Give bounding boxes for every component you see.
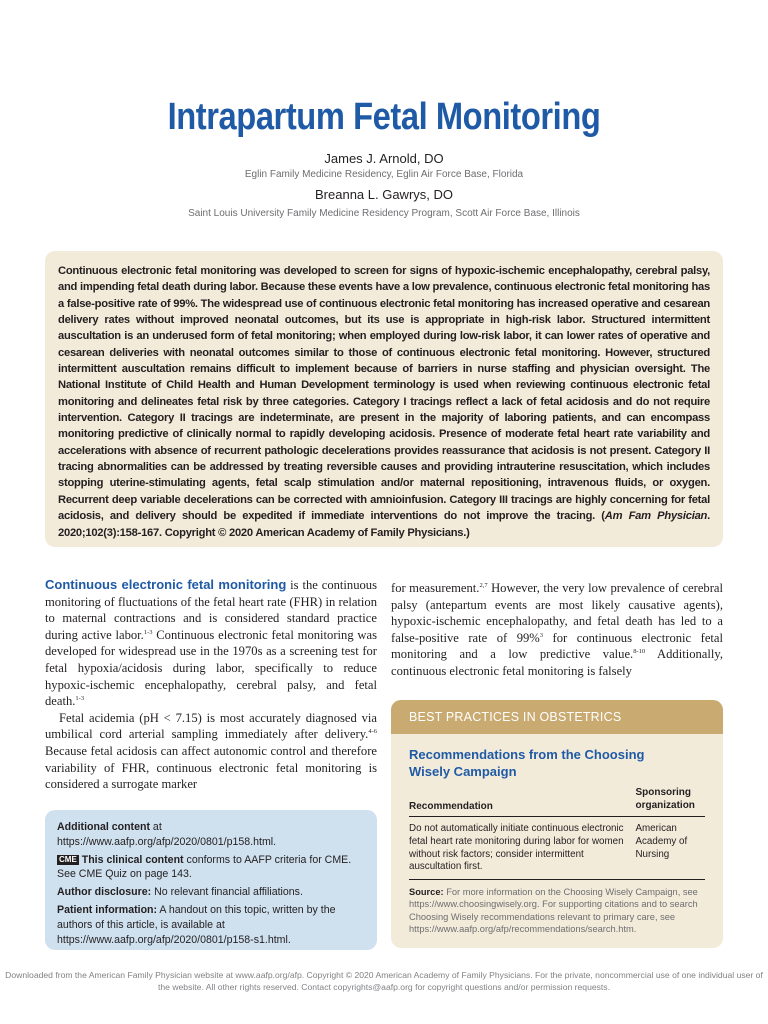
- body-text: However, the very low prevalence of cerebral palsy (antepartum events are most likely causative agents), hypoxic-ischemic encephalopathy, and fetal death has led to a false-positive rate of 99%: [391, 581, 724, 645]
- patient-information: [57, 903, 365, 947]
- body-text: Because fetal acidosis can affect autonomic control and therefore variability of FHR, continuous electronic fetal monitoring is considered a surrogate marker: [45, 743, 377, 792]
- abstract-citation: . 2020;102(3):158-167. Copyright © 2020 American Academy of Family Physicians.): [58, 510, 710, 539]
- body-paragraph-3: [391, 580, 723, 680]
- body-column-right: [391, 580, 723, 680]
- body-text: Continuous electronic fetal monitoring was developed for widespread use in the 1970s as a screening test for fetal hypoxia/acidosis during labor, specifically to reduce hypoxic-ischemic encephalopathy, cerebral palsy, and fetal death.: [45, 627, 377, 709]
- reference-superscript: 3: [539, 631, 544, 639]
- table-header-row: [409, 786, 705, 817]
- body-paragraph-1: [45, 577, 377, 710]
- abstract-body: Continuous electronic fetal monitoring was developed to screen for signs of hypoxic-ischemic encephalopathy, cerebral palsy, and impending fetal death during labor. Because these events have a low prevalence, continuous electronic fetal monitoring has a false-positive rate of 99%. The widespread use of continuous electronic fetal monitoring has increased operative and cesarean delivery rates without improved neonatal outcomes, but its use is appropriate in high-risk labor. Structured intermittent auscultation is an underused form of fetal monitoring; when employed during low-risk labor, it can lower rates of operative and cesarean deliveries with neonatal outcomes similar to those of continuous electronic fetal monitoring. However, structured intermittent auscultation remains difficult to implement because of barriers in nurse staffing and physician oversight. The National Institute of Child Health and Human Development terminology is used when reviewing continuous electronic fetal monitoring and delineates fetal risk by three categories. Category I tracings reflect a lack of fetal acidosis and do not require intervention. Category II tracings are indeterminate, are present in the majority of laboring patients, and can encompass monitoring predictive of clinically normal to rapidly developing acidosis. Presence of moderate fetal heart rate variability and accelerations with absence of recurrent pathologic decelerations provides reassurance that acidosis is not present. Category II tracing abnormalities can be addressed by treating reversible causes and providing intrauterine resuscitation, which includes stopping uterine-stimulating agents, fetal scalp stimulation and/or maternal repositioning, intravenous fluids, or oxygen. Recurrent deep variable decelerations can be corrected with amnioinfusion. Category III tracings are highly concerning for fetal acidosis, and delivery should be expedited if immediate interventions do not improve the tracing. (: [58, 265, 710, 523]
- patient-info-label: Patient information:: [57, 903, 158, 916]
- cme-text: conforms to AAFP criteria for CME. See CME Quiz on page 143.: [57, 853, 352, 881]
- reference-superscript: 8-10: [633, 648, 646, 656]
- patient-info-text[interactable]: A handout on this topic, written by the authors of this article, is available at https://www.aafp.org/afp/2020/0801/p158-s1.html.: [57, 903, 336, 946]
- best-practices-title: Recommendations from the Choosing Wisely Campaign: [409, 747, 645, 779]
- author-name-2: Breanna L. Gawrys, DO: [315, 187, 453, 202]
- article-title: Intrapartum Fetal Monitoring: [167, 96, 601, 138]
- best-practices-source: [409, 886, 705, 935]
- author-name-1: James J. Arnold, DO: [324, 151, 444, 166]
- abstract-text: [58, 263, 710, 541]
- reference-superscript: 4-6: [368, 728, 377, 736]
- additional-content-label: Additional content: [57, 821, 150, 833]
- body-text: for measurement.: [391, 581, 480, 595]
- lead-in: Continuous electronic fetal monitoring: [45, 577, 287, 592]
- body-column-left: [45, 577, 377, 793]
- reference-superscript: 1-3: [75, 694, 85, 702]
- cme-note: [57, 853, 365, 883]
- disclosure-text: No relevant financial affiliations.: [151, 886, 303, 899]
- additional-content: [57, 820, 365, 850]
- sponsor-cell: American Academy of Nursing: [635, 823, 688, 860]
- author-affiliation-2: Saint Louis University Family Medicine Residency Program, Scott Air Force Base, Illinois: [188, 208, 580, 219]
- best-practices-header: BEST PRACTICES IN OBSTETRICS: [391, 700, 723, 734]
- disclosure-label: Author disclosure:: [57, 886, 152, 899]
- abstract-box: [45, 251, 723, 547]
- body-text: is the continuous monitoring of fluctuations of the fetal heart rate (FHR) in relation to maternal contractions and is considered standard practice during active labor.: [45, 578, 377, 642]
- table-row: [409, 817, 705, 880]
- body-text: for continuous electronic fetal monitoring and a low predictive value.: [391, 630, 724, 662]
- reference-superscript: 2,7: [479, 581, 488, 589]
- cme-badge-icon: CME: [59, 854, 77, 864]
- column-header-sponsor: Sponsoring organization: [635, 787, 695, 811]
- abstract-journal: Am Fam Physician: [604, 510, 708, 523]
- author-disclosure: [57, 885, 365, 900]
- body-text: Fetal acidemia (pH < 7.15) is most accurately diagnosed via umbilical cord arterial sampling immediately after delivery.: [45, 710, 377, 742]
- recommendation-cell: Do not automatically initiate continuous electronic fetal heart rate monitoring during labor for women without risk factors; consider intermittent auscultation first.: [409, 823, 624, 873]
- cme-label: This clinical content: [81, 853, 184, 866]
- copyright-footer: Downloaded from the American Family Physician website at www.aafp.org/afp. Copyright © 2020 American Academy of Family Physicians. For the private, noncommercial use of one individual user of the website. All other rights reserved. Contact copyrights@aafp.org for copyright questions and/or permission requests.: [5, 970, 763, 992]
- article-info-box: [45, 810, 377, 950]
- additional-content-link[interactable]: at https://www.aafp.org/afp/2020/0801/p158.html.: [57, 821, 277, 848]
- source-text[interactable]: For more information on the Choosing Wisely Campaign, see https://www.choosingwisely.org. For supporting citations and to search Choosing Wisely recommendations relevant to primary care, see https://www.aafp.org/afp/recommendations/search.htm.: [409, 887, 698, 934]
- source-label: Source:: [409, 887, 444, 897]
- body-text: Additionally, continuous electronic fetal monitoring is falsely: [391, 647, 723, 678]
- body-paragraph-2: [45, 710, 377, 793]
- column-header-recommendation: Recommendation: [409, 801, 493, 812]
- best-practices-box: [391, 700, 723, 948]
- author-affiliation-1: Eglin Family Medicine Residency, Eglin Air Force Base, Florida: [244, 169, 524, 180]
- reference-superscript: 1-3: [143, 628, 153, 636]
- recommendations-table: [409, 786, 705, 880]
